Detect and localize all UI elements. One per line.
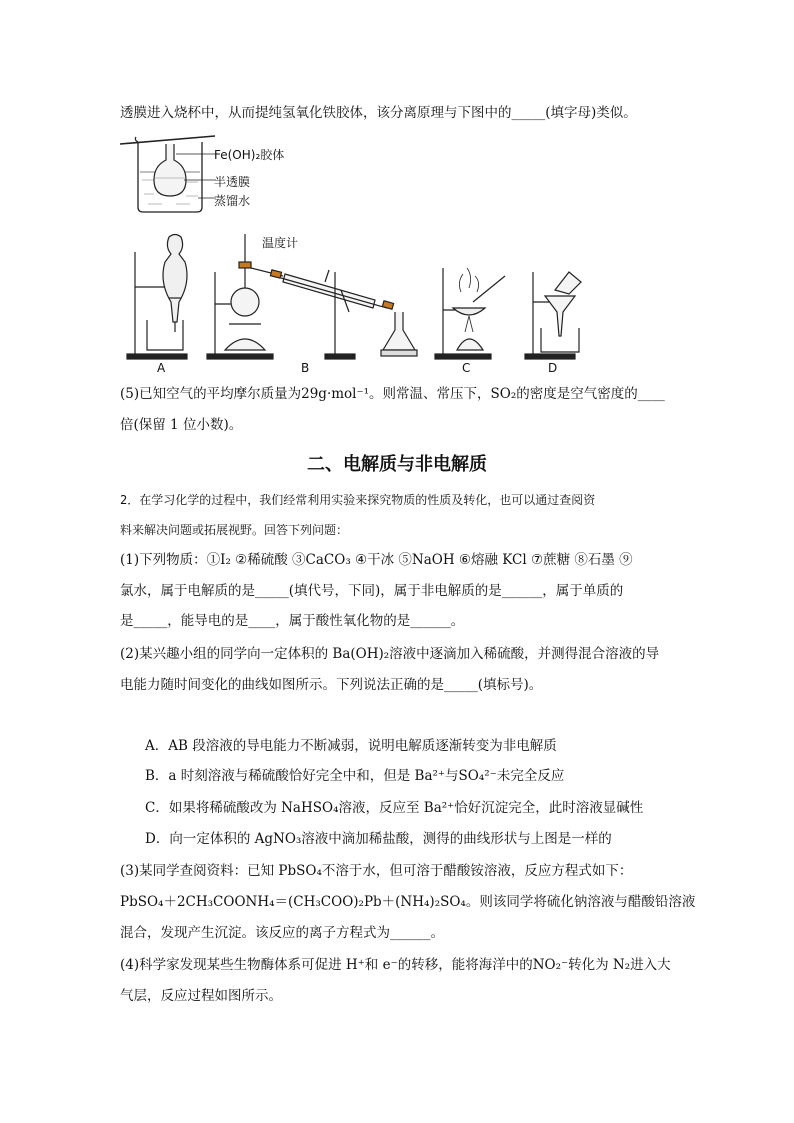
apparatus-figure <box>125 232 585 362</box>
p3-line-2: PbSO₄＋2CH₃COONH₄＝(CH₃COO)₂Pb＋(NH₄)₂SO₄。则该同学将硫化钠溶液与醋酸铅溶液 <box>120 894 696 910</box>
label-water: 蒸馏水 <box>214 194 251 208</box>
q5-line-2: 倍(保留 1 位小数)。 <box>120 417 243 433</box>
apparatus-c <box>435 268 505 359</box>
p1-line-2: 氯水，属于电解质的是_____(填代号，下同)，属于非电解质的是______，属于单质的 <box>120 583 624 599</box>
q5-line-1: (5)已知空气的平均摩尔质量为29g·mol⁻¹。则常温、常压下，SO₂的密度是空气密度的____ <box>120 386 665 402</box>
p3-line-3: 混合，发现产生沉淀。该反应的离子方程式为______。 <box>120 925 444 941</box>
p1-line-1: (1)下列物质：①I₂ ②稀硫酸 ③CaCO₃ ④干冰 ⑤NaOH ⑥熔融 KCl ⑦蔗糖 ⑧石墨 ⑨ <box>120 552 633 568</box>
p3-line-1: (3)某同学查阅资料：已知 PbSO₄不溶于水，但可溶于醋酸铵溶液，反应方程式如下： <box>120 863 633 879</box>
label-d: D <box>548 361 558 375</box>
q2-intro-1: 2．在学习化学的过程中，我们经常利用实验来探究物质的性质及转化，也可以通过查阅资 <box>120 493 596 507</box>
label-c: C <box>462 361 471 375</box>
option-a: A．AB 段溶液的导电能力不断减弱，说明电解质逐渐转变为非电解质 <box>145 738 557 754</box>
text-line-1: 透膜进入烧杯中，从而提纯氢氧化铁胶体，该分离原理与下图中的_____(填字母)类似。 <box>120 105 637 121</box>
apparatus-a <box>127 235 187 360</box>
p2-line-1: (2)某兴趣小组的同学向一定体积的 Ba(OH)₂溶液中逐滴加入稀硫酸，并测得混合溶液的导 <box>120 646 660 662</box>
q2-intro-2: 料来解决问题或拓展视野。回答下列问题： <box>120 523 349 537</box>
section-title: 二、电解质与非电解质 <box>307 454 487 475</box>
label-b: B <box>301 361 310 375</box>
option-d: D．向一定体积的 AgNO₃溶液中滴加稀盐酸，测得的曲线形状与上图是一样的 <box>145 831 612 847</box>
apparatus-d <box>525 272 581 359</box>
p4-line-2: 气层，反应过程如图所示。 <box>120 988 282 1004</box>
apparatus-b <box>207 234 417 359</box>
option-b: B．a 时刻溶液与稀硫酸恰好完全中和，但是 Ba²⁺与SO₄²⁻未完全反应 <box>145 768 565 784</box>
p2-line-2: 电能力随时间变化的曲线如图所示。下列说法正确的是_____(填标号)。 <box>120 677 543 693</box>
p1-line-3: 是_____，能导电的是____，属于酸性氧化物的是______。 <box>120 613 465 629</box>
label-membrane: 半透膜 <box>214 175 251 189</box>
p4-line-1: (4)科学家发现某些生物酶体系可促进 H⁺和 e⁻的转移，能将海洋中的NO₂⁻转化为 N₂进入大 <box>120 957 671 973</box>
label-colloid: Fe(OH)₂胶体 <box>214 148 285 162</box>
label-a: A <box>157 361 166 375</box>
label-thermometer: 温度计 <box>262 236 299 250</box>
option-c: C．如果将稀硫酸改为 NaHSO₄溶液，反应至 Ba²⁺恰好沉淀完全，此时溶液显碱性 <box>145 800 644 816</box>
